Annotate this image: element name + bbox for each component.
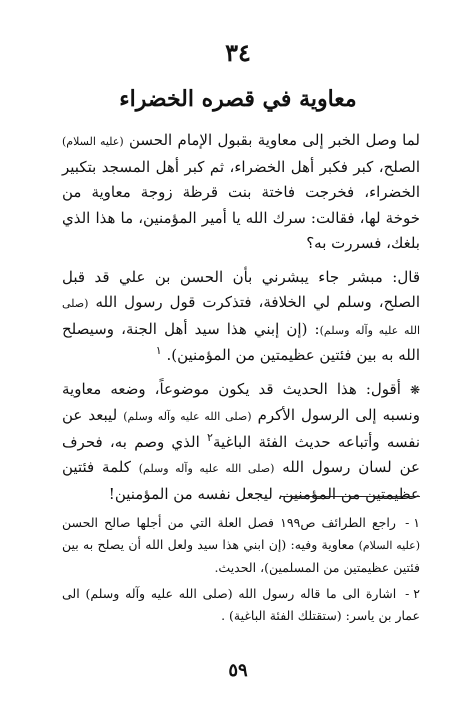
footnote-1 — [62, 512, 420, 579]
p2-text-b: : (إن إبني هذا سيد أهل الجنة، وسيصلح الله به بين فئتين عظيمتين من المؤمنين). — [62, 319, 420, 364]
chapter-number: ٣٤ — [225, 38, 251, 67]
footnote-1-text-a: راجع الطرائف ص١٩٩ فصل العلة التي من أجلها صالح الحسن — [62, 515, 396, 530]
footnotes — [62, 512, 420, 631]
page-number: ٥٩ — [228, 660, 248, 681]
p1-text-b: الصلح، كبر فكبر أهل الخضراء، ثم كبر أهل المسجد بتكبير الخضراء، فخرجت فاختة بنت قرظة زوجة معاوية من خوخة لها، فقالت: سرك الله يا أمير المؤمنين، ما هذا الذي بلغك، فسررت به؟ — [62, 157, 420, 252]
footnote-2-number: ٢ - — [405, 586, 420, 601]
p2-salawat: (صلى الله عليه وآله وسلم) — [62, 297, 420, 337]
footnote-ref-2: ٢ — [207, 430, 213, 444]
p1-text-a: لما وصل الخبر إلى معاوية بقبول الإمام الحسن — [128, 131, 420, 149]
page-title: معاوية في قصره الخضراء — [119, 86, 357, 112]
footnote-ref-1: ١ — [155, 344, 162, 357]
paragraph-2 — [62, 265, 420, 369]
p3-text-c: الذي وصم به، فحرف عن لسان رسول الله — [62, 432, 420, 476]
bullet-icon: ❋ — [409, 382, 420, 397]
p1-honorific: (عليه السلام) — [62, 135, 124, 148]
main-text — [62, 128, 420, 507]
p3-text-a: أقول: هذا الحديث قد يكون موضوعاً، وضعه معاوية ونسبه إلى الرسول الأكرم — [62, 379, 420, 424]
footnote-1-number: ١ - — [405, 515, 420, 530]
p3-text-b: ليبعد عن نفسه وأتباعه حديث الفئة الباغية — [62, 406, 420, 451]
p2-text-a: قال: مبشر جاء يبشرني بأن الحسن بن علي قد قبل الصلح، وسلم لي الخلافة، فتذكرت قول رسول الله — [62, 267, 420, 311]
paragraph-1 — [62, 128, 420, 257]
footnote-2-text: اشارة الى ما قاله رسول الله (صلى الله عليه وآله وسلم) الى عمار بن ياسر: (ستقتلك الفئة الباغية) . — [62, 586, 420, 623]
footnote-2 — [62, 583, 420, 627]
footnote-1-text-b: معاوية وفيه: (إن ابني هذا سيد ولعل الله أن يصلح به بين فئتين عظيمتين من المسلمين)، الحديث. — [62, 537, 420, 575]
p3-salawat-1: (صلى الله عليه وآله وسلم) — [123, 410, 252, 423]
p3-salawat-2: (صلى الله عليه وآله وسلم) — [138, 462, 275, 475]
paragraph-3 — [62, 377, 420, 508]
footnote-divider — [280, 496, 420, 497]
footnote-1-honorific: (عليه السلام) — [358, 539, 420, 552]
p3-text-d: كلمة فئتين عظيمتين من المؤمنين، ليجعل نفسه من المؤمنين! — [62, 458, 420, 503]
